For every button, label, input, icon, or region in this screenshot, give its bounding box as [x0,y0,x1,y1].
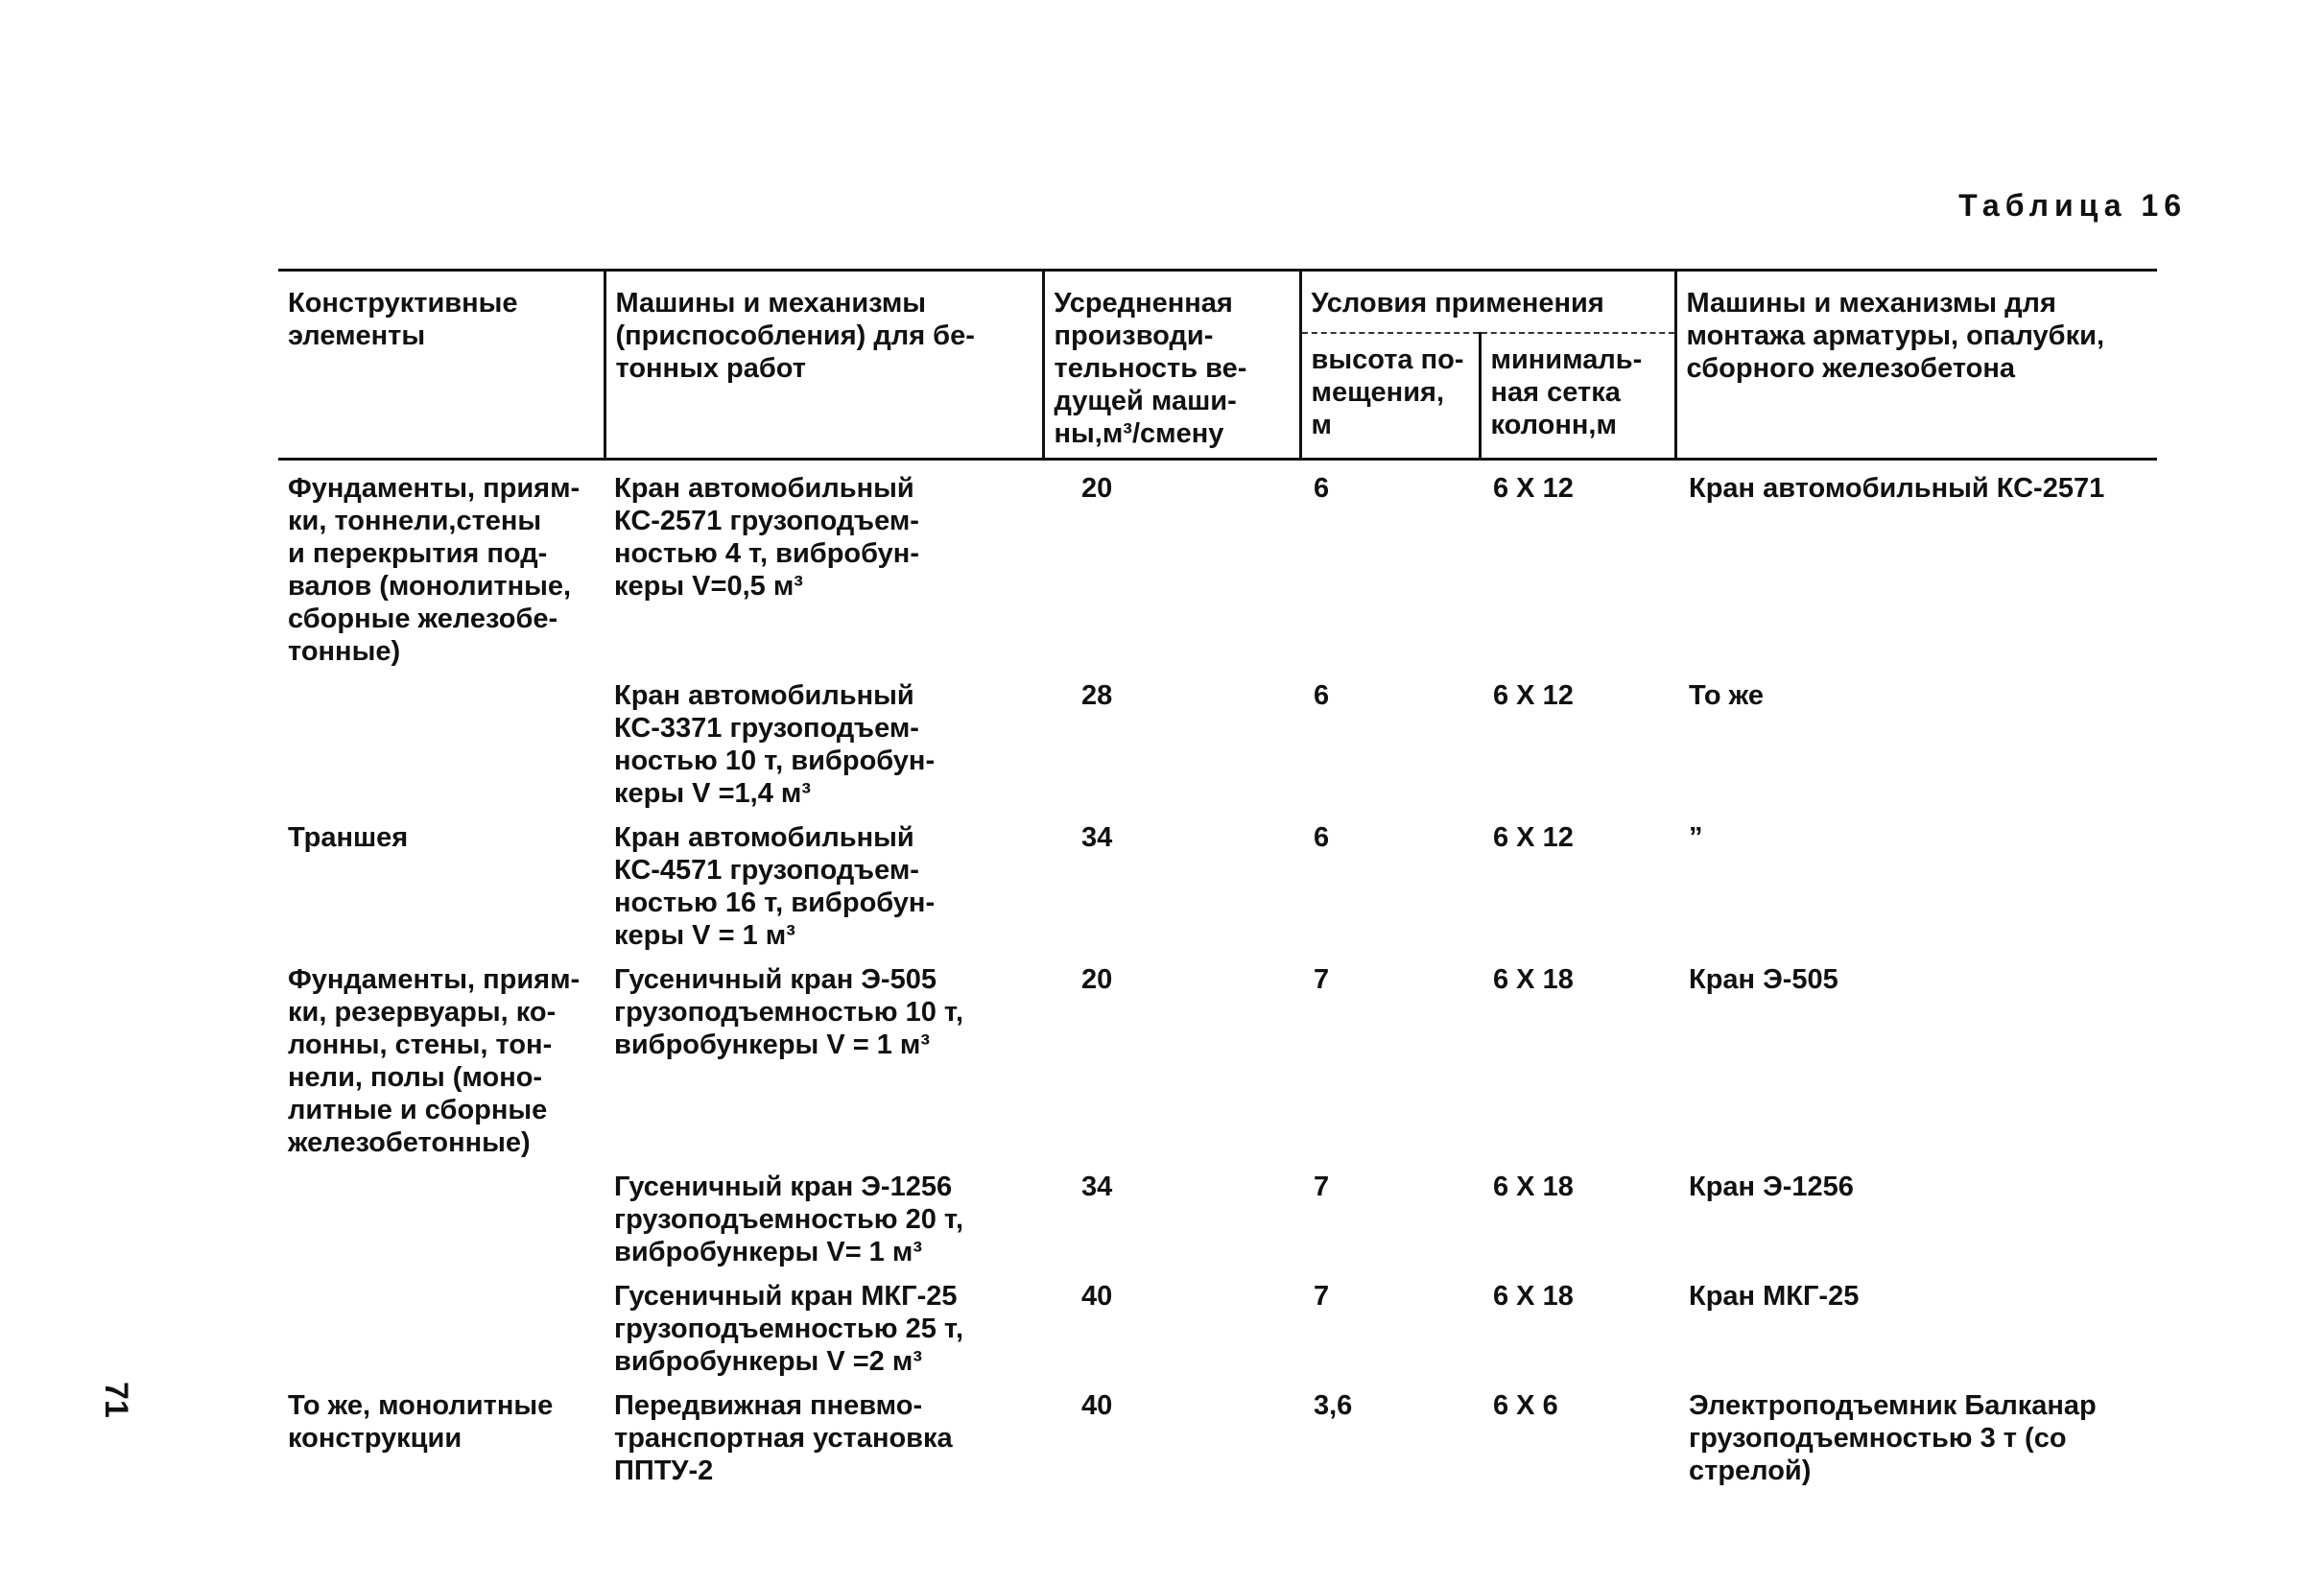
cell-element: Фундаменты, приям- ки, резервуары, ко- лонны, стены, тон- нели, полы (моно- литные и сборные железобетонные) [288,964,581,1158]
table-body [278,460,2157,1488]
cell-height: 6 [1314,822,1330,853]
cell-productivity: 28 [1081,680,1113,711]
table-row [278,1159,2157,1268]
cell-grid: 6 X 12 [1493,680,1574,711]
cell-element: Фундаменты, приям- ки, тоннели,стены и перекрытия под- валов (монолитные, сборные железобе- тонные) [288,473,581,667]
cell-mounting: То же [1689,680,1764,711]
cell-height: 7 [1314,1172,1330,1202]
cell-machine: Гусеничный кран Э-505 грузоподъемностью 10 т, вибробункеры V = 1 м³ [614,964,964,1060]
cell-grid: 6 X 18 [1493,964,1574,995]
table-row [278,668,2157,810]
cell-element [278,668,605,810]
header-machines: Машины и механизмы (приспособления) для бе- тонных работ [605,271,1043,460]
cell-element [278,1159,605,1268]
cell-productivity: 20 [1081,473,1113,504]
table-row [278,460,2157,669]
header-mounting: Машины и механизмы для монтажа арматуры, опалубки, сборного железобетона [1675,271,2157,460]
table-row [278,1268,2157,1378]
table-container [278,269,2157,1487]
cell-element: То же, монолитные конструкции [288,1390,554,1454]
cell-height: 7 [1314,964,1330,995]
cell-mounting: Электроподъемник Балканар грузоподъемностью 3 т (со стрелой) [1689,1390,2097,1486]
cell-grid: 6 X 6 [1493,1390,1558,1421]
cell-grid: 6 X 18 [1493,1281,1574,1312]
cell-machine: Передвижная пневмо- транспортная установка ППТУ-2 [614,1390,953,1486]
cell-grid: 6 X 12 [1493,822,1574,853]
table-header [278,271,2157,460]
header-elements: Конструктивные элементы [278,271,605,460]
cell-mounting: Кран автомобильный КС-2571 [1689,473,2105,504]
cell-productivity: 40 [1081,1390,1113,1421]
header-productivity: Усредненная производи- тельность ве- дущей маши- ны,м³/смену [1043,271,1300,460]
cell-height: 3,6 [1314,1390,1353,1421]
table-row [278,952,2157,1159]
cell-productivity: 34 [1081,822,1113,853]
cell-element: Траншея [288,822,409,853]
cell-machine: Кран автомобильный КС-2571 грузоподъем- ностью 4 т, вибробун- керы V=0,5 м³ [614,473,919,602]
cell-mounting: Кран МКГ-25 [1689,1281,1860,1312]
table-row [278,810,2157,952]
table-caption: Таблица 16 [1958,188,2187,223]
cell-productivity: 40 [1081,1281,1113,1312]
machines-table [278,269,2157,1487]
cell-height: 6 [1314,473,1330,504]
table-row [278,1378,2157,1487]
page-number: 71 [98,1382,134,1418]
cell-mounting: Кран Э-505 [1689,964,1838,995]
cell-mounting: ” [1689,822,1703,853]
cell-mounting: Кран Э-1256 [1689,1172,1854,1202]
cell-element [278,1268,605,1378]
cell-productivity: 20 [1081,964,1113,995]
header-height: высота по- мещения, м [1300,333,1480,460]
header-conditions: Условия применения [1300,271,1675,333]
cell-grid: 6 X 12 [1493,473,1574,504]
cell-grid: 6 X 18 [1493,1172,1574,1202]
header-grid: минималь- ная сетка колонн,м [1480,333,1675,460]
cell-machine: Кран автомобильный КС-3371 грузоподъем- ностью 10 т, вибробун- керы V =1,4 м³ [614,680,936,809]
cell-machine: Гусеничный кран МКГ-25 грузоподъемностью 25 т, вибробункеры V =2 м³ [614,1281,964,1377]
cell-height: 6 [1314,680,1330,711]
cell-machine: Кран автомобильный КС-4571 грузоподъем- ностью 16 т, вибробун- керы V = 1 м³ [614,822,936,951]
cell-height: 7 [1314,1281,1330,1312]
cell-productivity: 34 [1081,1172,1113,1202]
cell-machine: Гусеничный кран Э-1256 грузоподъемностью 20 т, вибробункеры V= 1 м³ [614,1172,964,1267]
